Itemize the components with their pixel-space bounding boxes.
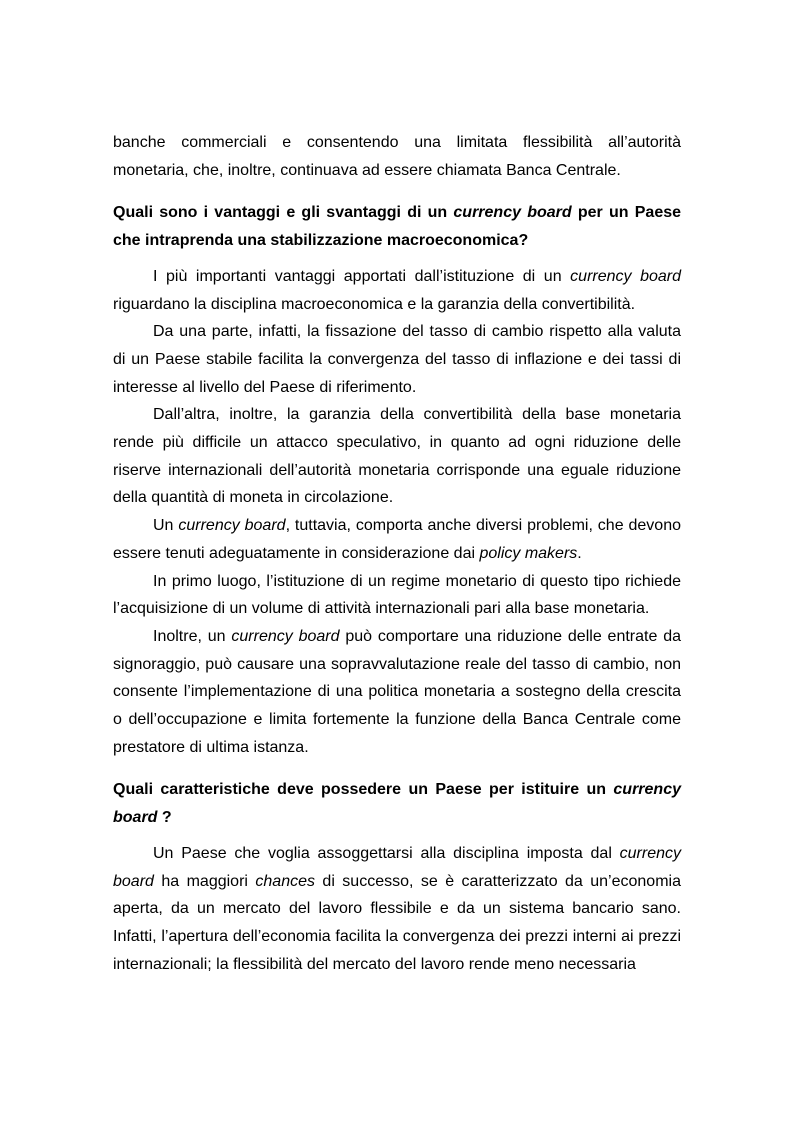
- text-run: I più importanti vantaggi apportati dall’istituzione di un: [153, 267, 571, 285]
- text-run-italic: currency board: [570, 267, 682, 285]
- text-run: può comportare una riduzione delle entrate da signoraggio, può causare una sopravvalutazione reale del tasso di cambio, non consente l’implementazione di una politica monetaria a sostegno della crescita o dell’occupazione e limita fortemente la funzione della Banca Centrale come prestatore di ultima istanza.: [113, 627, 681, 756]
- paragraph: [113, 840, 681, 979]
- text-run: Quali caratteristiche deve possedere un Paese per istituire un: [113, 781, 614, 799]
- text-run: Un: [153, 517, 179, 535]
- text-run: In primo luogo, l’istituzione di un regime monetario di questo tipo richiede l’acquisizione di un volume di attività internazionali pari alla base monetaria.: [113, 572, 681, 618]
- paragraph: [113, 318, 681, 401]
- text-run: Da una parte, infatti, la fissazione del tasso di cambio rispetto alla valuta di un Paese stabile facilita la convergenza del tasso di inflazione e dei tassi di interesse al livello del Paese di riferimento.: [113, 323, 681, 396]
- text-run: Dall’altra, inoltre, la garanzia della convertibilità della base monetaria rende più difficile un attacco speculativo, in quanto ad ogni riduzione delle riserve internazionali dell’autorità monetaria corrisponde una eguale riduzione della quantità di moneta in circolazione.: [113, 406, 681, 507]
- text-block: [113, 129, 681, 978]
- section-heading: [113, 199, 681, 254]
- text-run-italic: chances: [255, 872, 315, 890]
- paragraph: [113, 623, 681, 762]
- text-run: , tuttavia, comporta anche diversi problemi, che devono essere tenuti adeguatamente in considerazione dai: [113, 517, 682, 562]
- paragraph: [113, 568, 681, 623]
- text-run: banche commerciali e consentendo una limitata flessibilità all’autorità monetaria, che, inoltre, continuava ad essere chiamata Banca Centrale.: [113, 134, 681, 179]
- text-run: ?: [157, 809, 172, 827]
- text-run: riguardano la disciplina macroeconomica e la garanzia della convertibilità.: [113, 295, 636, 313]
- text-run: .: [577, 544, 582, 562]
- text-run: Quali sono i vantaggi e gli svantaggi di un: [113, 204, 454, 222]
- text-run-italic: currency board: [113, 781, 681, 827]
- text-run-italic: policy makers: [479, 544, 578, 562]
- paragraph: [113, 512, 681, 567]
- text-run-italic: currency board: [453, 204, 572, 222]
- section-heading: [113, 776, 681, 831]
- text-run-italic: currency board: [231, 627, 340, 645]
- text-run: ha maggiori: [153, 872, 256, 890]
- text-run: Un Paese che voglia assoggettarsi alla disciplina imposta dal: [153, 844, 620, 862]
- text-run-italic: currency board: [178, 517, 286, 535]
- paragraph: [113, 129, 681, 184]
- text-run: per un Paese che intraprenda una stabilizzazione macroeconomica?: [113, 204, 682, 250]
- text-run: Inoltre, un: [153, 627, 232, 645]
- text-run: di successo, se è caratterizzato da un’economia aperta, da un mercato del lavoro flessibile e da un sistema bancario sano. Infatti, l’apertura dell’economia facilita la convergenza dei prezzi interni ai prezzi internazionali; la flessibilità del mercato del lavoro rende meno necessaria: [113, 872, 681, 973]
- paragraph: [113, 401, 681, 512]
- text-run-italic: currency board: [113, 844, 681, 890]
- paragraph: [113, 263, 681, 318]
